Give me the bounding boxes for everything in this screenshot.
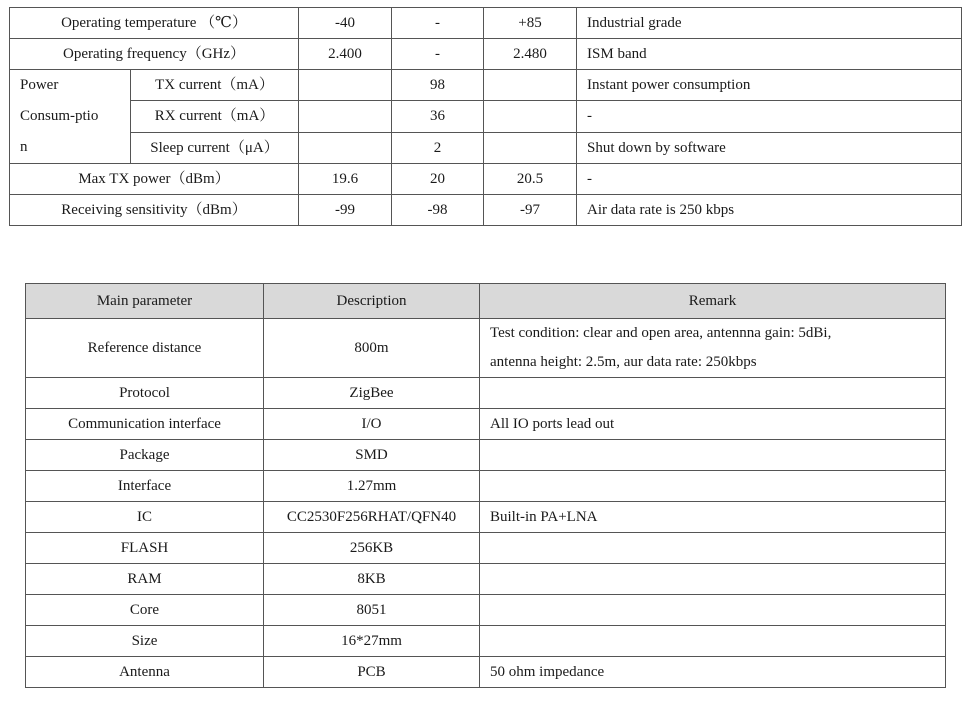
spec-remark: Shut down by software	[577, 132, 962, 163]
spec-max: 2.480	[484, 39, 577, 70]
spec-remark: ISM band	[577, 39, 962, 70]
table-row	[26, 595, 946, 626]
param-remark: 50 ohm impedance	[480, 657, 946, 688]
table-row	[26, 440, 946, 471]
param-name: IC	[26, 502, 264, 533]
header-remark: Remark	[480, 284, 946, 319]
spec-remark: Instant power consumption	[577, 70, 962, 101]
param-remark	[480, 378, 946, 409]
spec-label: Max TX power（dBm）	[10, 164, 299, 195]
param-name: FLASH	[26, 533, 264, 564]
group-label-line: n	[20, 139, 28, 155]
table-row	[26, 626, 946, 657]
table-row	[26, 533, 946, 564]
spec-label: Operating temperature （℃）	[10, 8, 299, 39]
spec-min: -40	[299, 8, 392, 39]
spec-min	[299, 132, 392, 163]
table-row	[10, 164, 962, 195]
spec-max	[484, 70, 577, 101]
spec-min: 19.6	[299, 164, 392, 195]
param-name: RAM	[26, 564, 264, 595]
remark-line: Test condition: clear and open area, antennna gain: 5dBi,	[490, 325, 832, 341]
table-row	[26, 564, 946, 595]
spec-max: +85	[484, 8, 577, 39]
param-desc: SMD	[264, 440, 480, 471]
header-main-parameter: Main parameter	[26, 284, 264, 319]
param-desc: 800m	[264, 319, 480, 378]
spec-max: -97	[484, 195, 577, 226]
param-name: Interface	[26, 471, 264, 502]
param-name: Antenna	[26, 657, 264, 688]
spec-table	[9, 7, 962, 226]
spec-max	[484, 101, 577, 132]
spec-min: 2.400	[299, 39, 392, 70]
param-desc: ZigBee	[264, 378, 480, 409]
spec-typ: -	[392, 39, 484, 70]
table-row	[26, 409, 946, 440]
spec-remark: -	[577, 101, 962, 132]
spec-typ: 98	[392, 70, 484, 101]
table-row	[10, 39, 962, 70]
spec-min	[299, 70, 392, 101]
param-name: Reference distance	[26, 319, 264, 378]
table-row	[10, 132, 962, 163]
spec-min: -99	[299, 195, 392, 226]
spec-label: Sleep current（μA）	[131, 132, 299, 163]
table-row	[26, 657, 946, 688]
param-desc: 8KB	[264, 564, 480, 595]
table-row	[10, 101, 962, 132]
param-remark	[480, 564, 946, 595]
param-remark	[480, 319, 946, 378]
table-row	[26, 378, 946, 409]
spec-typ: 2	[392, 132, 484, 163]
spec-label: Receiving sensitivity（dBm）	[10, 195, 299, 226]
spec-label: RX current（mA）	[131, 101, 299, 132]
group-label-line: Power	[20, 77, 59, 93]
power-consumption-group-label	[10, 70, 131, 164]
spec-max: 20.5	[484, 164, 577, 195]
param-desc: 8051	[264, 595, 480, 626]
param-remark	[480, 440, 946, 471]
table-row	[26, 471, 946, 502]
param-desc: PCB	[264, 657, 480, 688]
table-row	[26, 502, 946, 533]
param-name: Package	[26, 440, 264, 471]
spec-typ: 20	[392, 164, 484, 195]
param-name: Core	[26, 595, 264, 626]
table-row	[10, 8, 962, 39]
param-desc: 16*27mm	[264, 626, 480, 657]
spec-typ: 36	[392, 101, 484, 132]
remark-line: antenna height: 2.5m, aur data rate: 250kbps	[490, 354, 757, 370]
param-remark	[480, 533, 946, 564]
param-remark	[480, 595, 946, 626]
param-remark	[480, 471, 946, 502]
table-row	[10, 195, 962, 226]
param-desc: I/O	[264, 409, 480, 440]
spec-typ: -	[392, 8, 484, 39]
param-desc: 256KB	[264, 533, 480, 564]
param-name: Communication interface	[26, 409, 264, 440]
spec-remark: Industrial grade	[577, 8, 962, 39]
param-name: Protocol	[26, 378, 264, 409]
table-header-row	[26, 284, 946, 319]
param-remark	[480, 626, 946, 657]
spec-max	[484, 132, 577, 163]
table-row	[26, 319, 946, 378]
param-table	[25, 283, 946, 688]
param-name: Size	[26, 626, 264, 657]
spec-typ: -98	[392, 195, 484, 226]
header-description: Description	[264, 284, 480, 319]
param-desc: 1.27mm	[264, 471, 480, 502]
param-desc: CC2530F256RHAT/QFN40	[264, 502, 480, 533]
spec-remark: -	[577, 164, 962, 195]
spec-min	[299, 101, 392, 132]
spec-remark: Air data rate is 250 kbps	[577, 195, 962, 226]
spec-label: Operating frequency（GHz）	[10, 39, 299, 70]
group-label-line: Consum-ptio	[20, 108, 99, 124]
spec-label: TX current（mA）	[131, 70, 299, 101]
table-row	[10, 70, 962, 101]
param-remark: All IO ports lead out	[480, 409, 946, 440]
param-remark: Built-in PA+LNA	[480, 502, 946, 533]
